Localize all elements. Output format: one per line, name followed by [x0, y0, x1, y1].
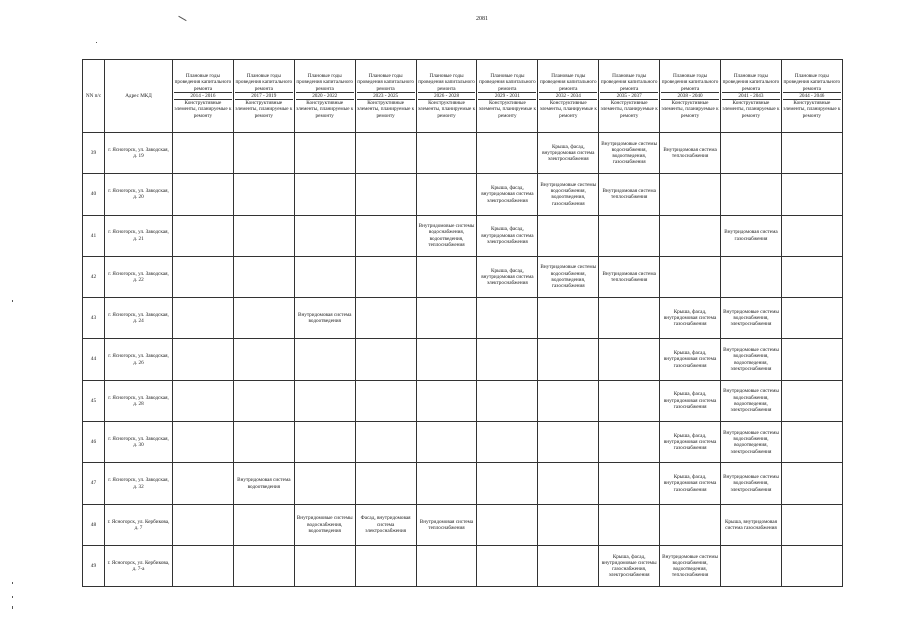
scan-mark	[12, 300, 13, 302]
plan-title: Плановые годы проведения капитального ремонта	[722, 72, 780, 92]
plan-title: Плановые годы проведения капитального ремонта	[783, 72, 841, 92]
repair-cell	[416, 133, 477, 174]
period-years: 2020 - 2022	[296, 93, 354, 100]
repair-cell: Крыша, фасад, внутридомовая система газоснабжения	[660, 298, 721, 339]
period-years: 2017 - 2019	[235, 93, 293, 100]
table-row	[83, 545, 843, 586]
repair-cell	[477, 133, 538, 174]
repair-cell	[477, 504, 538, 545]
repair-cell	[294, 133, 355, 174]
scan-mark	[12, 596, 13, 598]
repair-cell	[173, 463, 234, 504]
repair-cell	[233, 545, 294, 586]
row-number: 40	[83, 174, 105, 215]
repair-cell	[355, 422, 416, 463]
period-header	[660, 60, 721, 133]
repair-cell	[173, 339, 234, 380]
table-body	[83, 133, 843, 587]
period-years: 2032 - 2034	[539, 93, 597, 100]
repair-cell: Внутридомовые системы водоснабжения, водоотведения, теплоснабжения	[416, 215, 477, 256]
repair-cell	[416, 380, 477, 421]
table-row	[83, 339, 843, 380]
period-years: 2041 - 2043	[722, 93, 780, 100]
repair-cell	[599, 215, 660, 256]
row-address: г. Ясногорск, ул. Кербикова, д. 7	[105, 504, 173, 545]
repair-cell: Внутридомовая система водоотведения	[233, 463, 294, 504]
repair-cell	[416, 422, 477, 463]
repair-cell	[781, 174, 842, 215]
repair-cell	[781, 422, 842, 463]
page-number: 2081	[476, 16, 488, 22]
repair-cell	[294, 545, 355, 586]
elements-label: Конструктивные элементы, планируемые к ремонту	[357, 100, 415, 119]
repair-cell	[660, 504, 721, 545]
elements-label: Конструктивные элементы, планируемые к ремонту	[539, 100, 597, 119]
repair-cell: Внутридомовые системы водоснабжения, водоотведения, газоснабжения	[599, 133, 660, 174]
period-header	[477, 60, 538, 133]
row-number: 45	[83, 380, 105, 421]
scan-mark	[178, 16, 186, 21]
repair-cell	[416, 174, 477, 215]
repair-cell	[355, 256, 416, 297]
repair-cell: Крыша, фасад, внутридомовая система электроснабжения	[538, 133, 599, 174]
table-row	[83, 422, 843, 463]
repair-cell	[173, 298, 234, 339]
scan-mark	[96, 42, 97, 43]
repair-cell	[416, 256, 477, 297]
repair-cell	[660, 256, 721, 297]
row-address: г. Ясногорск, ул. Заводская, д. 22	[105, 256, 173, 297]
period-years: 2029 - 2031	[478, 93, 536, 100]
repair-cell	[781, 133, 842, 174]
repair-cell	[477, 380, 538, 421]
repair-cell	[538, 422, 599, 463]
table-row	[83, 215, 843, 256]
plan-title: Плановые годы проведения капитального ремонта	[418, 72, 475, 92]
repair-cell	[599, 339, 660, 380]
repair-cell	[660, 174, 721, 215]
repair-cell: Крыша, фасад, внутридомовая система газоснабжения	[660, 422, 721, 463]
repair-cell	[355, 463, 416, 504]
repair-cell	[173, 422, 234, 463]
repair-cell	[173, 380, 234, 421]
elements-label: Конструктивные элементы, планируемые к ремонту	[478, 100, 536, 119]
row-address: г. Ясногорск, ул. Заводская, д. 32	[105, 463, 173, 504]
period-years: 2026 - 2028	[418, 93, 476, 100]
repair-cell: Внутридомовые системы водоснабжения, водоотведения	[294, 504, 355, 545]
period-header	[355, 60, 416, 133]
header-row	[83, 60, 843, 133]
repair-cell: Внутридомовая система теплоснабжения	[599, 174, 660, 215]
repair-cell: Внутридомовая система водоотведения	[294, 298, 355, 339]
repair-cell	[294, 174, 355, 215]
repair-cell	[173, 174, 234, 215]
repair-cell	[660, 215, 721, 256]
period-header	[294, 60, 355, 133]
repair-cell	[538, 463, 599, 504]
row-number: 39	[83, 133, 105, 174]
elements-label: Конструктивные элементы, планируемые к ремонту	[174, 100, 232, 119]
plan-title: Плановые годы проведения капитального ремонта	[661, 72, 719, 92]
repair-cell: Внутридомовая система теплоснабжения	[660, 133, 721, 174]
row-address: г. Ясногорск, ул. Заводская, д. 20	[105, 174, 173, 215]
row-number: 43	[83, 298, 105, 339]
row-number: 41	[83, 215, 105, 256]
repair-cell: Крыша, фасад, внутридомовая система газоснабжения	[660, 463, 721, 504]
repair-cell	[721, 256, 782, 297]
repair-cell	[416, 339, 477, 380]
repair-cell	[599, 463, 660, 504]
repair-cell	[355, 174, 416, 215]
period-header	[538, 60, 599, 133]
elements-label: Конструктивные элементы, планируемые к ремонту	[600, 100, 658, 119]
repair-cell: Внутридомовые системы водоснабжения, водоотведения, электроснабжения	[721, 339, 782, 380]
repair-cell	[781, 380, 842, 421]
repair-cell	[477, 298, 538, 339]
repair-cell	[538, 339, 599, 380]
repair-cell	[538, 380, 599, 421]
repair-cell	[781, 256, 842, 297]
repair-cell	[233, 174, 294, 215]
repair-cell: Внутридомовые системы водоснабжения, электроснабжения	[721, 463, 782, 504]
repair-cell	[294, 380, 355, 421]
table-row	[83, 256, 843, 297]
repair-cell	[599, 380, 660, 421]
repair-cell	[781, 504, 842, 545]
row-address: г. Ясногорск, ул. Заводская, д. 21	[105, 215, 173, 256]
repair-schedule-table	[82, 59, 843, 587]
repair-cell: Крыша, внутридомовая система газоснабжения	[721, 504, 782, 545]
repair-cell: Внутридомовые системы водоснабжения, водоотведения, газоснабжения	[538, 174, 599, 215]
table-row	[83, 133, 843, 174]
num-header: NN п/с	[83, 60, 105, 133]
repair-cell: Внутридомовые системы водоснабжения, водоотведения, электроснабжения	[721, 380, 782, 421]
scan-mark	[12, 582, 13, 584]
plan-title: Плановые годы проведения капитального ремонта	[479, 72, 536, 92]
repair-cell	[781, 215, 842, 256]
repair-cell	[233, 133, 294, 174]
repair-cell: Внутридомовые системы водоснабжения, водоотведения, электроснабжения	[721, 422, 782, 463]
row-address: г. Ясногорск, ул. Заводская, д. 30	[105, 422, 173, 463]
repair-cell: Фасад, внутридомовая система электроснабжения	[355, 504, 416, 545]
repair-cell	[355, 215, 416, 256]
row-address: г. Ясногорск, ул. Заводская, д. 24	[105, 298, 173, 339]
repair-cell	[781, 298, 842, 339]
repair-cell	[173, 504, 234, 545]
repair-cell: Крыша, фасад, внутридомовая система электроснабжения	[477, 215, 538, 256]
row-address: г. Ясногорск, ул. Заводская, д. 19	[105, 133, 173, 174]
repair-cell: Внутридомовые системы водоснабжения, водоотведения, теплоснабжения	[660, 545, 721, 586]
repair-cell	[538, 215, 599, 256]
period-header	[599, 60, 660, 133]
repair-cell	[416, 545, 477, 586]
repair-cell	[721, 545, 782, 586]
repair-cell	[781, 463, 842, 504]
period-header	[416, 60, 477, 133]
repair-cell	[721, 133, 782, 174]
repair-cell	[294, 422, 355, 463]
repair-cell	[233, 422, 294, 463]
row-number: 44	[83, 339, 105, 380]
repair-cell	[538, 298, 599, 339]
plan-title: Плановые годы проведения капитального ремонта	[539, 72, 597, 92]
repair-cell	[477, 463, 538, 504]
repair-cell: Внутридомовые системы водоснабжения, электроснабжения	[721, 298, 782, 339]
repair-cell	[294, 463, 355, 504]
row-address: г. Ясногорск, ул. Заводская, д. 28	[105, 380, 173, 421]
row-number: 46	[83, 422, 105, 463]
plan-title: Плановые годы проведения капитального ремонта	[174, 72, 232, 92]
repair-cell	[416, 298, 477, 339]
repair-cell	[477, 339, 538, 380]
repair-cell	[294, 256, 355, 297]
repair-cell	[233, 298, 294, 339]
repair-cell: Крыша, фасад, внутридомовые системы газоснабжения, электроснабжения	[599, 545, 660, 586]
repair-cell: Внутридомовые системы водоснабжения, водоотведения, газоснабжения	[538, 256, 599, 297]
table-row	[83, 380, 843, 421]
repair-cell	[233, 380, 294, 421]
elements-label: Конструктивные элементы, планируемые к ремонту	[661, 100, 719, 119]
repair-cell	[355, 380, 416, 421]
row-number: 47	[83, 463, 105, 504]
repair-cell	[416, 463, 477, 504]
address-header: Адрес МКД	[105, 60, 173, 133]
repair-cell	[477, 422, 538, 463]
elements-label: Конструктивные элементы, планируемые к ремонту	[783, 100, 841, 119]
elements-label: Конструктивные элементы, планируемые к ремонту	[235, 100, 293, 119]
table-row	[83, 463, 843, 504]
period-years: 2035 - 2037	[600, 93, 658, 100]
elements-label: Конструктивные элементы, планируемые к ремонту	[722, 100, 780, 119]
repair-cell	[173, 256, 234, 297]
repair-cell	[294, 339, 355, 380]
repair-cell	[355, 133, 416, 174]
row-number: 48	[83, 504, 105, 545]
period-years: 2014 - 2016	[174, 93, 232, 100]
repair-cell	[599, 422, 660, 463]
repair-cell	[233, 215, 294, 256]
repair-cell	[599, 504, 660, 545]
repair-cell: Внутридомовая система газоснабжения	[721, 215, 782, 256]
repair-cell	[781, 339, 842, 380]
period-header	[233, 60, 294, 133]
repair-cell	[721, 174, 782, 215]
repair-cell	[355, 298, 416, 339]
repair-cell	[173, 545, 234, 586]
repair-cell	[233, 339, 294, 380]
period-years: 2044 - 2046	[783, 93, 841, 100]
row-address: г. Ясногорск, ул. Заводская, д. 26	[105, 339, 173, 380]
repair-cell: Крыша, фасад, внутридомовая система электроснабжения	[477, 256, 538, 297]
plan-title: Плановые годы проведения капитального ремонта	[357, 72, 414, 92]
table-row	[83, 504, 843, 545]
repair-cell	[355, 339, 416, 380]
plan-title: Плановые годы проведения капитального ремонта	[235, 72, 293, 92]
repair-cell	[781, 545, 842, 586]
repair-cell: Крыша, фасад, внутридомовая система электроснабжения	[477, 174, 538, 215]
plan-title: Плановые годы проведения капитального ремонта	[296, 72, 354, 92]
period-years: 2038 - 2040	[661, 93, 719, 100]
period-header	[721, 60, 782, 133]
repair-cell	[538, 504, 599, 545]
repair-cell	[173, 215, 234, 256]
row-address: г. Ясногорск, ул. Кербикова, д. 7-а	[105, 545, 173, 586]
repair-cell	[294, 215, 355, 256]
table-row	[83, 298, 843, 339]
repair-cell	[233, 504, 294, 545]
repair-cell: Внутридомовая система теплоснабжения	[599, 256, 660, 297]
plan-title: Плановые годы проведения капитального ремонта	[600, 72, 658, 92]
period-years: 2023 - 2025	[357, 93, 415, 100]
repair-cell	[538, 545, 599, 586]
period-header	[173, 60, 234, 133]
repair-cell: Крыша, фасад, внутридомовая система газоснабжения	[660, 380, 721, 421]
elements-label: Конструктивные элементы, планируемые к ремонту	[296, 100, 354, 119]
repair-cell: Крыша, фасад, внутридомовая система газоснабжения	[660, 339, 721, 380]
repair-cell: Внутридомовая система теплоснабжения	[416, 504, 477, 545]
repair-cell	[355, 545, 416, 586]
row-number: 42	[83, 256, 105, 297]
repair-cell	[477, 545, 538, 586]
row-number: 49	[83, 545, 105, 586]
elements-label: Конструктивные элементы, планируемые к ремонту	[417, 100, 476, 119]
repair-cell	[233, 256, 294, 297]
period-header	[781, 60, 842, 133]
repair-cell	[599, 298, 660, 339]
repair-cell	[173, 133, 234, 174]
scan-mark	[12, 606, 13, 609]
table-row	[83, 174, 843, 215]
